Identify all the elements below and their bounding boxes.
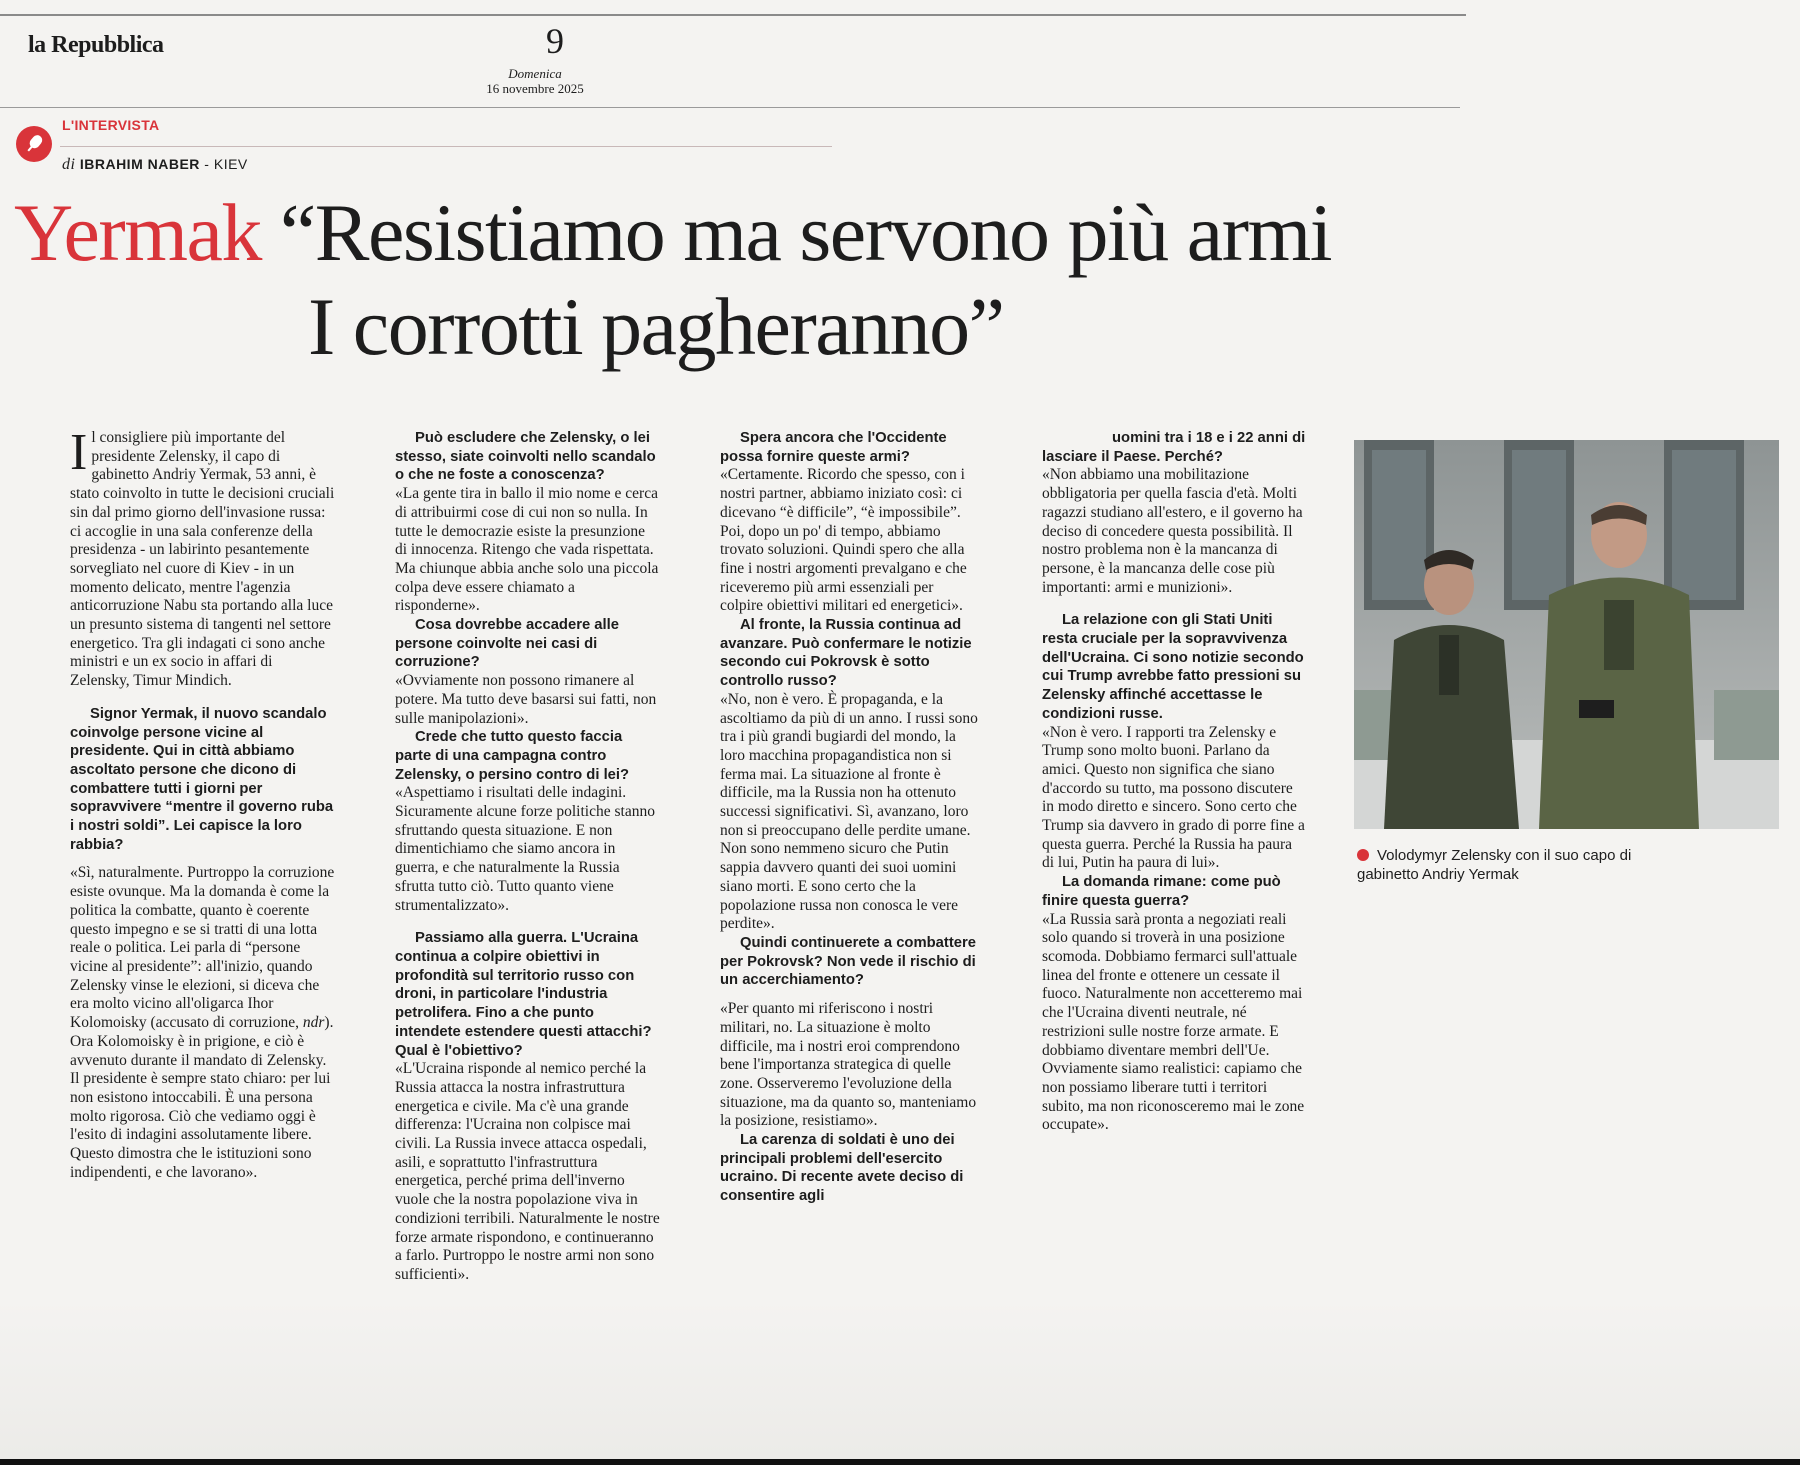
date-full: 16 novembre 2025	[486, 81, 584, 96]
question: Signor Yermak, il nuovo scandalo coinvolge persone vicine al presidente. Qui in città abbiamo ascoltato persone che dicono di combattere tutti i giorni per sopravvivere “mentre il governo ruba i nostri soldi”. Lei capisce la loro rabbia?	[70, 705, 334, 853]
date-block	[450, 66, 620, 96]
section-kicker: L'INTERVISTA	[62, 117, 160, 133]
answer: «Certamente. Ricordo che spesso, con i nostri partner, abbiamo iniziato così: ci dicevano “è difficile”, “è impossibile”. Poi, dopo un po' di tempo, abbiamo trovato soluzioni. Quindi spero che alla fine i nostri argomenti prevalgano e che riceveremo più armi essenziali per colpire obiettivi militari ed energetici».	[720, 466, 967, 615]
article-column-2	[395, 429, 660, 1285]
byline-author: IBRAHIM NABER	[79, 156, 200, 172]
answer: «Ovviamente non possono rimanere al potere. Ma tutto deve basarsi sui fatti, non sulle manipolazioni».	[395, 672, 657, 727]
question: Spera ancora che l'Occidente possa fornire queste armi?	[720, 430, 947, 465]
drop-cap: I	[70, 424, 88, 481]
page-number: 9	[546, 21, 564, 61]
headline-line-1: “Resistiamo ma servono più armi	[279, 187, 1332, 278]
photo-illustration	[1354, 440, 1779, 829]
question: Al fronte, la Russia continua ad avanzare. Può confermare le notizie secondo cui Pokrovsk è sotto controllo russo?	[720, 617, 972, 690]
answer: «L'Ucraina risponde al nemico perché la Russia attacca la nostra infrastruttura energetica e civile. Ma c'è una grande differenza: l'Ucraina non colpisce mai civili. La Russia invece attacca ospedali, asili, e soprattutto l'infrastruttura energetica, perché prima dell'inverno vuole che la nostra popolazione viva in condizioni terribili. Naturalmente le nostre forze armate rispondono, e continueranno a farlo. Purtroppo le nostre armi non sono sufficienti».	[395, 1060, 660, 1283]
bottom-bar	[0, 1459, 1800, 1465]
question: La carenza di soldati è uno dei principali problemi dell'esercito ucraino. Di recente avete deciso di consentire agli	[720, 1132, 964, 1205]
headline-line-2: I corrotti pagheranno”	[308, 281, 1004, 372]
article-column-4	[1042, 429, 1307, 1135]
article-photo	[1354, 440, 1779, 829]
question: Può escludere che Zelensky, o lei stesso, siate coinvolti nello scandalo o che ne foste a conoscenza?	[395, 430, 656, 484]
question: Quindi continuerete a combattere per Pokrovsk? Non vede il rischio di un accerchiamento?	[720, 934, 976, 989]
headline-name: Yermak	[14, 187, 261, 278]
microphone-badge	[16, 126, 52, 162]
byline	[62, 156, 248, 174]
question: Crede che tutto questo faccia parte di una campagna contro Zelensky, o persino contro di lei?	[395, 729, 630, 783]
answer-text: ). Ora Kolomoisky è in prigione, e ciò è avvenuto durante il mandato di Zelensky. Il presidente è sempre stato chiaro: per lui non esistono intoccabili. È una persona molto rigorosa. Ciò che vediamo oggi è l'esito di indagini assolutamente libere. Questo dimostra che le istituzioni sono indipendenti, e che lavorano».	[70, 1014, 334, 1181]
answer	[70, 864, 335, 1182]
question-continued: uomini tra i 18 e i 22 anni di lasciare il Paese. Perché?	[1042, 430, 1306, 465]
caption-text: Volodymyr Zelensky con il suo capo di gabinetto Andriy Yermak	[1357, 847, 1632, 883]
intro-text: l consigliere più importante del presidente Zelensky, il capo di gabinetto Andriy Yermak, 53 anni, è stato coinvolto in tutte le decisioni cruciali sin dal primo giorno dell'invasione russa: ci accoglie in una sala conferenze della presidenza - un labirinto pesantemente sorvegliato nel cuore di Kiev - in un momento delicato, mentre l'agenzia anticorruzione Nabu sta portando alla luce un presunto sistema di tangenti nel settore energetico. Tra gli indagati ci sono anche ministri e un ex socio in affari di Zelensky, Timur Mindich.	[70, 429, 335, 690]
answer: «No, non è vero. È propaganda, e la ascoltiamo da più di un anno. I russi sono tra i più grandi bugiardi del mondo, la loro macchina propagandistica non si ferma mai. La situazione al fronte è difficile, ma la Russia non ha ottenuto successi significativi. Sì, avanzano, loro non si preoccupano delle perdite umane. Non sono nemmeno sicuro che Putin sappia davvero quanti dei suoi uomini siano morti. E sono certo che la popolazione russa non conosca le vere perdite».	[720, 690, 978, 933]
answer-note: ndr	[302, 1014, 325, 1032]
caption-bullet-icon	[1357, 849, 1369, 861]
question: La domanda rimane: come può finire questa guerra?	[1042, 874, 1281, 909]
date-day: Domenica	[508, 66, 562, 81]
microphone-icon	[23, 133, 45, 155]
bottom-shadow	[0, 1300, 1800, 1459]
question: Passiamo alla guerra. L'Ucraina continua a colpire obiettivi in profondità sul territorio russo con droni, in particolare l'industria petrolifera. Fino a che punto intendete estendere questi attacchi? Qual è l'obiettivo?	[395, 930, 652, 1059]
masthead-logo: la Repubblica	[28, 32, 164, 58]
question: Cosa dovrebbe accadere alle persone coinvolte nei casi di corruzione?	[395, 617, 619, 671]
answer-text: «Sì, naturalmente. Purtroppo la corruzione esiste ovunque. Ma la domanda è come la politica la combatte, quanto è coerente questo impegno e se si tratti di una lotta reale o politica. Lei parla di “persone vicine al presidente”: all'inizio, quando Zelensky vinse le elezioni, si diceva che era molto vicino all'oligarca Ihor Kolomoisky (accusato di corruzione,	[70, 864, 335, 1032]
question: La relazione con gli Stati Uniti resta cruciale per la sopravvivenza dell'Ucraina. Ci sono notizie secondo cui Trump avrebbe fatto pressioni su Zelensky affinché accettasse le condizioni russe.	[1042, 612, 1304, 722]
header-rule	[0, 107, 1460, 108]
article-column-1	[70, 424, 335, 1182]
answer: «La gente tira in ballo il mio nome e cerca di attribuirmi cose di cui non so nulla. In tutte le democrazie esiste la presunzione di innocenza. Ritengo che vada rispettata. Ma chiunque abbia anche solo una piccola colpa deve essere chiamato a risponderne».	[395, 485, 659, 615]
answer: «Aspettiamo i risultati delle indagini. Sicuramente alcune forze politiche stanno sfruttando questa situazione. E non dimentichiamo che siamo ancora in guerra, e che naturalmente la Russia sfrutta tutto ciò. Tutto quanto viene strumentalizzato».	[395, 784, 655, 914]
headline	[14, 186, 1394, 374]
article-column-3	[720, 429, 980, 1206]
top-rule	[0, 14, 1466, 16]
intro-paragraph	[70, 424, 335, 691]
section-rule	[60, 146, 832, 147]
answer: «La Russia sarà pronta a negoziati reali solo quando si troverà in una posizione scomoda. Dobbiamo fermarci sull'attuale linea del fronte e ottenere un cessate il fuoco. Naturalmente non accetteremo mai che l'Ucraina diventi neutrale, né restrizioni sulle nostre forze armate. E dobbiamo diventare membri dell'Ue. Ovviamente siamo realistici: capiamo che non possiamo liberare tutti i territori subito, ma non riconosceremo mai le zone occupate».	[1042, 910, 1305, 1134]
answer: «Per quanto mi riferiscono i nostri militari, no. La situazione è molto difficile, ma i nostri eroi comprendono bene l'importanza strategica di quelle zone. Osserveremo l'evoluzione della situazione, ma da quanto so, manteniamo la posizione, resistiamo».	[720, 1000, 977, 1130]
byline-location: KIEV	[213, 156, 248, 172]
byline-di: di	[62, 156, 76, 173]
photo-caption	[1357, 846, 1687, 884]
byline-separator: -	[199, 156, 214, 172]
answer: «Non è vero. I rapporti tra Zelensky e Trump sono molto buoni. Parlano da amici. Questo non significa che siano d'accordo su tutto, ma possono discutere in modo diretto e sincero. Sono certo che Trump sia davvero in grado di porre fine a questa guerra. Perché la Russia ha paura di lui, Putin ha paura di lui».	[1042, 723, 1305, 872]
answer: «Non abbiamo una mobilitazione obbligatoria per quella fascia d'età. Molti ragazzi studiano all'estero, e il governo ha deciso di concedere questa possibilità. Il nostro problema non è la mancanza di persone, è la mancanza delle cose più importanti: armi e munizioni».	[1042, 466, 1303, 596]
